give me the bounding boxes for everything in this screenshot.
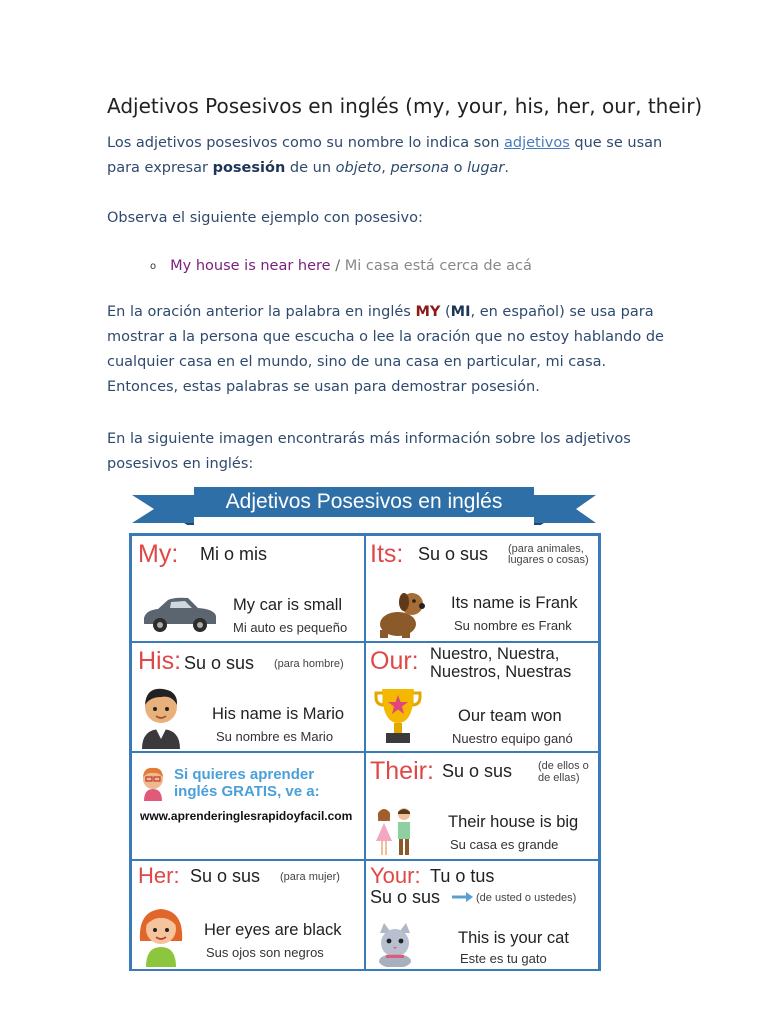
mi-highlight: MI bbox=[450, 304, 471, 320]
example-my: My car is small bbox=[233, 596, 343, 614]
next-paragraph: En la siguiente imagen encontrarás más información sobre los adjetivos posesivos en inglés: bbox=[107, 431, 631, 472]
example-your: This is your cat bbox=[458, 929, 569, 947]
meaning-our-1: Nuestro, Nuestra, bbox=[430, 645, 560, 663]
girl-icon bbox=[138, 901, 184, 967]
meaning-its: Su o sus bbox=[418, 544, 489, 564]
boy-icon bbox=[136, 681, 186, 749]
translation-my: Mi auto es pequeño bbox=[233, 620, 348, 635]
example-her: Her eyes are black bbox=[204, 921, 342, 939]
meaning-our-2: Nuestros, Nuestras bbox=[430, 663, 572, 681]
example-his: His name is Mario bbox=[212, 705, 345, 723]
cell-its bbox=[365, 535, 599, 642]
possessive-infographic bbox=[124, 481, 604, 975]
meaning-your-1: Tu o tus bbox=[430, 866, 495, 886]
meaning-her: Su o sus bbox=[190, 866, 261, 886]
cell-their bbox=[365, 752, 599, 860]
word-her: Her: bbox=[138, 863, 180, 888]
promo-url[interactable]: www.aprenderinglesrapidoyfacil.com bbox=[140, 809, 353, 823]
translation-our: Nuestro equipo ganó bbox=[452, 731, 573, 746]
example-english: My house is near here bbox=[170, 258, 331, 274]
example-spanish: Mi casa está cerca de acá bbox=[344, 258, 532, 274]
note-its: (para animales, lugares o cosas) bbox=[508, 543, 589, 566]
cell-his bbox=[131, 642, 365, 752]
note-their-1: (de ellos o bbox=[538, 760, 589, 772]
translation-their: Su casa es grande bbox=[450, 837, 559, 852]
meaning-my: Mi o mis bbox=[200, 544, 267, 564]
example-their: Their house is big bbox=[448, 813, 579, 831]
word-your: Your: bbox=[370, 863, 421, 888]
cell-my bbox=[131, 535, 365, 642]
posesion-bold: posesión bbox=[212, 160, 286, 176]
note-their-2: de ellas) bbox=[538, 772, 580, 784]
dog-icon bbox=[372, 588, 432, 640]
note-her: (para mujer) bbox=[280, 871, 340, 883]
car-icon bbox=[140, 594, 220, 634]
note-your: (de usted o ustedes) bbox=[476, 892, 577, 904]
infographic-title: Adjetivos Posesivos en inglés bbox=[194, 487, 534, 517]
word-his: His: bbox=[138, 647, 182, 675]
trophy-icon bbox=[372, 687, 424, 749]
cell-our bbox=[365, 642, 599, 752]
promo-line-2: inglés GRATIS, ve a: bbox=[174, 783, 320, 800]
translation-his: Su nombre es Mario bbox=[216, 729, 334, 744]
observe-text: Observa el siguiente ejemplo con posesivo: bbox=[107, 210, 423, 226]
arrow-icon bbox=[450, 891, 474, 903]
cell-her bbox=[131, 860, 365, 971]
translation-your: Este es tu gato bbox=[460, 951, 547, 966]
example-its: Its name is Frank bbox=[451, 594, 578, 612]
bullet-icon: o bbox=[150, 260, 157, 272]
translation-its: Su nombre es Frank bbox=[454, 618, 572, 633]
meaning-their: Su o sus bbox=[442, 761, 513, 781]
example-our: Our team won bbox=[458, 707, 562, 725]
page-title: Adjetivos Posesivos en inglés (my, your, his, her, our, their) bbox=[107, 94, 703, 118]
adjetivos-link[interactable]: adjetivos bbox=[504, 135, 570, 151]
word-their: Their: bbox=[370, 757, 434, 785]
translation-her: Sus ojos son negros bbox=[206, 945, 324, 960]
cat-icon bbox=[372, 923, 418, 967]
explain-paragraph: En la oración anterior la palabra en inglés MY (MI, en español) se usa para mostrar a la persona que escucha o lee la oración que no estoy hablando de cualquier casa en el mundo, sino de una casa en particular, mi casa. Entonces, estas palabras se usan para demostrar posesión. bbox=[107, 304, 664, 395]
word-its: Its: bbox=[370, 540, 404, 568]
intro-paragraph: Los adjetivos posesivos como su nombre lo indica son adjetivos que se usan para expresar posesión de un objeto, persona o lugar. bbox=[107, 135, 663, 176]
promo-line-1: Si quieres aprender bbox=[174, 766, 315, 783]
girl-mascot-icon bbox=[140, 767, 166, 801]
cell-your bbox=[365, 860, 599, 971]
word-our: Our: bbox=[370, 647, 419, 675]
meaning-his: Su o sus bbox=[184, 653, 255, 673]
example-bullet: o My house is near here / Mi casa está cerca de acá bbox=[150, 258, 532, 274]
couple-icon bbox=[372, 805, 416, 857]
cell-promo bbox=[131, 752, 365, 860]
word-my: My: bbox=[138, 540, 179, 568]
my-highlight: MY bbox=[415, 304, 441, 320]
possessive-grid bbox=[129, 533, 601, 971]
meaning-your-2: Su o sus bbox=[370, 887, 441, 907]
note-his: (para hombre) bbox=[274, 658, 344, 670]
